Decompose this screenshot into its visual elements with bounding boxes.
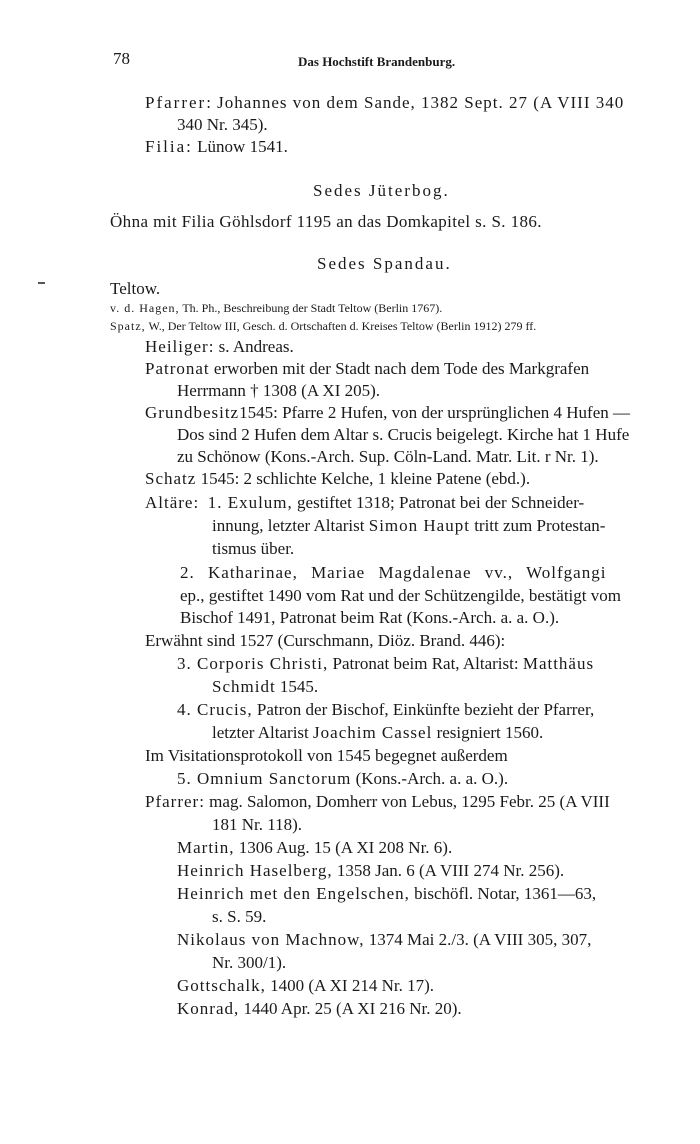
- pfarrer-line: Pfarrer: Johannes von dem Sande, 1382 Sept. 27 (A VIII 340: [145, 93, 625, 112]
- pfarrer-5-cont: Nr. 300/1).: [212, 953, 287, 972]
- altar-5-line: 5. Omnium Sanctorum (Kons.-Arch. a. a. O.).: [177, 769, 509, 788]
- pfarrer-7-line: Konrad, 1440 Apr. 25 (A XI 216 Nr. 20).: [177, 999, 462, 1018]
- pfarrer-6-line: Gottschalk, 1400 (A XI 214 Nr. 17).: [177, 976, 435, 995]
- heading-sedes-jueterbog: Sedes Jüterbog.: [313, 181, 450, 200]
- patronat-line-cont: Herrmann † 1308 (A XI 205).: [177, 381, 381, 400]
- grundbesitz-line: Grundbesitz1545: Pfarre 2 Hufen, von der ursprünglichen 4 Hufen —: [145, 403, 630, 422]
- altar-1-cont-1: innung, letzter Altarist Simon Haupt tritt zum Protestan-: [212, 516, 606, 535]
- literature-hagen: v. d. Hagen, Th. Ph., Beschreibung der Stadt Teltow (Berlin 1767).: [110, 301, 443, 315]
- pfarrer-5-line: Nikolaus von Machnow, 1374 Mai 2./3. (A VIII 305, 307,: [177, 930, 592, 949]
- pfarrer-4-line: Heinrich met den Engelschen, bischöfl. Notar, 1361—63,: [177, 884, 597, 903]
- altar-2-cont-2: Bischof 1491, Patronat beim Rat (Kons.-Arch. a. a. O.).: [180, 608, 560, 627]
- running-title: Das Hochstift Brandenburg.: [298, 54, 456, 69]
- altar-2-line: 2. Katharinae, Mariae Magdalenae vv., Wolfgangi: [180, 563, 607, 582]
- oehna-line: Öhna mit Filia Göhlsdorf 1195 an das Domkapitel s. S. 186.: [110, 212, 542, 231]
- margin-mark: [38, 282, 45, 284]
- altar-4-line: 4. Crucis, Patron der Bischof, Einkünfte bezieht der Pfarrer,: [177, 700, 595, 719]
- place-teltow: Teltow.: [110, 279, 161, 298]
- pfarrer-line-cont: 340 Nr. 345).: [177, 115, 268, 134]
- patronat-line: Patronat erworben mit der Stadt nach dem Tode des Markgrafen: [145, 359, 590, 378]
- literature-spatz: Spatz, W., Der Teltow III, Gesch. d. Ortschaften d. Kreises Teltow (Berlin 1912) 279 ff.: [110, 319, 537, 333]
- altar-1-cont-2: tismus über.: [212, 539, 295, 558]
- altar-1-line: Altäre: 1. Exulum, gestiftet 1318; Patronat bei der Schneider-: [145, 493, 585, 512]
- altar-2-cont-1: ep., gestiftet 1490 vom Rat und der Schützengilde, bestätigt vom: [180, 586, 621, 605]
- altar-3-cont: Schmidt 1545.: [212, 677, 319, 696]
- filia-line: Filia: Lünow 1541.: [145, 137, 288, 156]
- page-number: 78: [113, 49, 130, 68]
- schatz-line: Schatz 1545: 2 schlichte Kelche, 1 kleine Patene (ebd.).: [145, 469, 531, 488]
- altar-4-cont: letzter Altarist Joachim Cassel resigniert 1560.: [212, 723, 544, 742]
- grundbesitz-cont-2: zu Schönow (Kons.-Arch. Sup. Cöln-Land. Matr. Lit. r Nr. 1).: [177, 447, 599, 466]
- pfarrer-1-cont: 181 Nr. 118).: [212, 815, 303, 834]
- heading-sedes-spandau: Sedes Spandau.: [317, 254, 452, 273]
- altar-3-line: 3. Corporis Christi, Patronat beim Rat, Altarist: Matthäus: [177, 654, 595, 673]
- pfarrer-1-line: Pfarrer: mag. Salomon, Domherr von Lebus, 1295 Febr. 25 (A VIII: [145, 792, 610, 811]
- pfarrer-3-line: Heinrich Haselberg, 1358 Jan. 6 (A VIII 274 Nr. 256).: [177, 861, 565, 880]
- visitation-line: Im Visitationsprotokoll von 1545 begegnet außerdem: [145, 746, 508, 765]
- grundbesitz-cont-1: Dos sind 2 Hufen dem Altar s. Crucis beigelegt. Kirche hat 1 Hufe: [177, 425, 630, 444]
- heiliger-line: Heiliger: s. Andreas.: [145, 337, 294, 356]
- pfarrer-2-line: Martin, 1306 Aug. 15 (A XI 208 Nr. 6).: [177, 838, 453, 857]
- pfarrer-4-cont: s. S. 59.: [212, 907, 267, 926]
- erwaehnt-line: Erwähnt sind 1527 (Curschmann, Diöz. Brand. 446):: [145, 631, 506, 650]
